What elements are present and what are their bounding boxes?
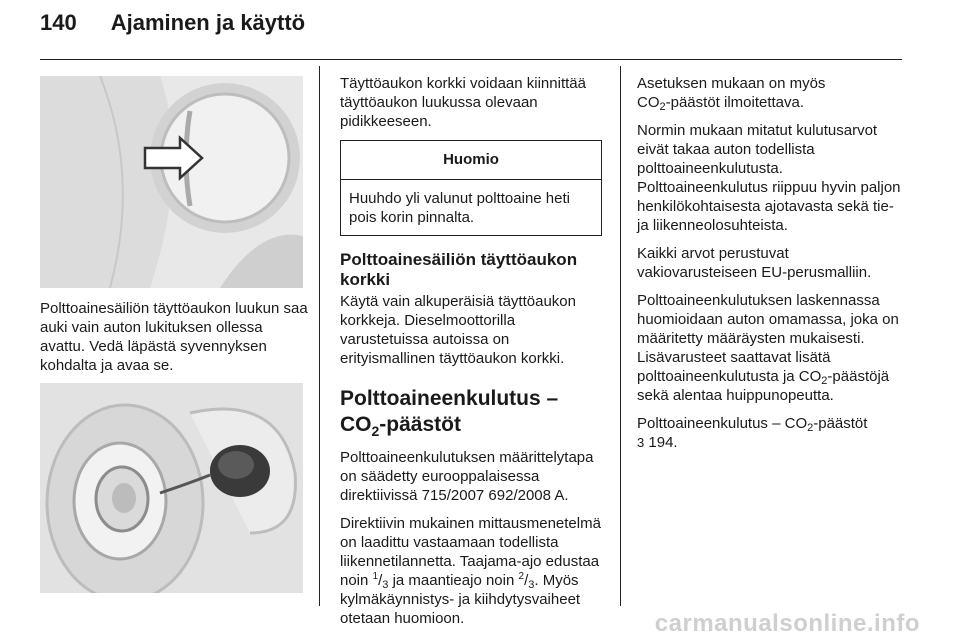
note-title: Huomio <box>341 141 601 180</box>
regulation-paragraph <box>637 74 905 112</box>
emissions-heading <box>340 386 602 438</box>
norm-paragraph: Normin mukaan mitatut kulutusarvot eivät takaa auton todellista polttoaineenkulutusta. Polttoaineenkulutus riippuu hyvin paljon henkilökohtaisesta ajotavasta sekä tie- ja liikenneolosuhteista. <box>637 122 901 234</box>
cap-paragraph: Käytä vain alkuperäisiä täyttöaukon korkkeja. Dieselmoottorilla varustetuissa autoissa on erityismallinen täyttöaukon korkki. <box>340 293 576 367</box>
regulation-sub: 2 <box>659 101 666 113</box>
fuel-flap-illustration <box>40 76 303 288</box>
method-text-c: . Myös kylmäkäynnistys- ja kiihdytysvaiheet otetaan huomioon. <box>340 572 581 627</box>
definition-paragraph: Polttoaineenkulutuksen määrittelytapa on säädetty eurooppalaisessa direktiivissä 715/2007 692/2008 A. <box>340 449 594 504</box>
reference-text-b: -päästöt <box>813 415 868 432</box>
calculation-text-a: Polttoaineenkulutuksen laskennassa huomioidaan auton omamassa, joka on määritetty määräysten mukaisesti. Lisävarusteet saattavat lisätä polttoaineenkulutusta ja CO <box>637 292 899 385</box>
fuel-cap-illustration <box>40 383 303 593</box>
emissions-heading-co: CO <box>340 413 372 436</box>
reference-sub: 2 <box>807 422 814 434</box>
note-body: Huuhdo yli valunut polttoaine heti pois korin pinnalta. <box>349 190 570 226</box>
values-paragraph: Kaikki arvot perustuvat vakiovarusteiseen EU-perusmalliin. <box>637 245 872 281</box>
emissions-heading-sub: 2 <box>371 423 380 439</box>
fraction-2-denominator: 3 <box>528 579 535 591</box>
page-reference-arrow-icon: 3 <box>637 435 645 450</box>
emissions-heading-line1: Polttoaineenkulutus – <box>340 387 559 410</box>
fraction-1-denominator: 3 <box>382 579 389 591</box>
emissions-heading-end: -päästöt <box>379 413 461 436</box>
column-divider-1 <box>319 66 320 606</box>
regulation-co: CO <box>637 94 660 111</box>
watermark: carmanualsonline.info <box>654 610 920 637</box>
figure-caption: Polttoainesäiliön täyttöaukon luukun saa auki vain auton lukituksen ollessa avattu. Vedä läpästä syvennyksen kohdalta ja avaa se. <box>40 300 308 374</box>
reference-text-a: Polttoaineenkulutus – CO <box>637 415 808 432</box>
cap-heading: Polttoainesäiliön täyttöaukon korkki <box>340 250 578 289</box>
intro-paragraph: Täyttöaukon korkki voidaan kiinnittää täyttöaukon luukussa olevaan pidikkeeseen. <box>340 75 586 130</box>
reference-paragraph <box>637 414 905 452</box>
page-number: 140 <box>40 10 77 35</box>
calculation-paragraph <box>637 291 905 405</box>
column-3 <box>637 74 905 461</box>
method-paragraph: Direktiivin mukainen mittausmenetelmä on laadittu vastaamaan todellista liikennetilannetta. Taajama-ajo edustaa noin $^1/_3$ ja maantieajo noin $^2/_3$. Myös kylmäkäynnistys- ja kiihdytysvaiheet otetaan huomioon. <box>340 515 601 627</box>
regulation-text-b: -päästöt ilmoitettava. <box>665 94 805 111</box>
fraction-1-numerator: 1 <box>372 571 379 582</box>
note-box <box>340 140 602 236</box>
column-divider-2 <box>620 66 621 606</box>
regulation-text-a: Asetuksen mukaan on myös <box>637 75 826 92</box>
method-text-b: ja maantieajo noin <box>392 572 515 589</box>
method-text-a: Direktiivin mukainen mittausmenetelmä on laadittu vastaamaan todellista liikennetilannetta. Taajama-ajo edustaa noin <box>340 515 601 589</box>
page-reference-link[interactable]: 194. <box>648 434 678 451</box>
section-title: Ajaminen ja käyttö <box>110 10 306 35</box>
calculation-text-b: -päästöjä sekä alentaa huippunopeutta. <box>637 368 890 404</box>
fraction-2-numerator: 2 <box>518 571 525 582</box>
header-rule <box>40 59 902 60</box>
calculation-sub: 2 <box>821 375 828 387</box>
column-2 <box>340 74 602 637</box>
page-header <box>40 10 305 46</box>
